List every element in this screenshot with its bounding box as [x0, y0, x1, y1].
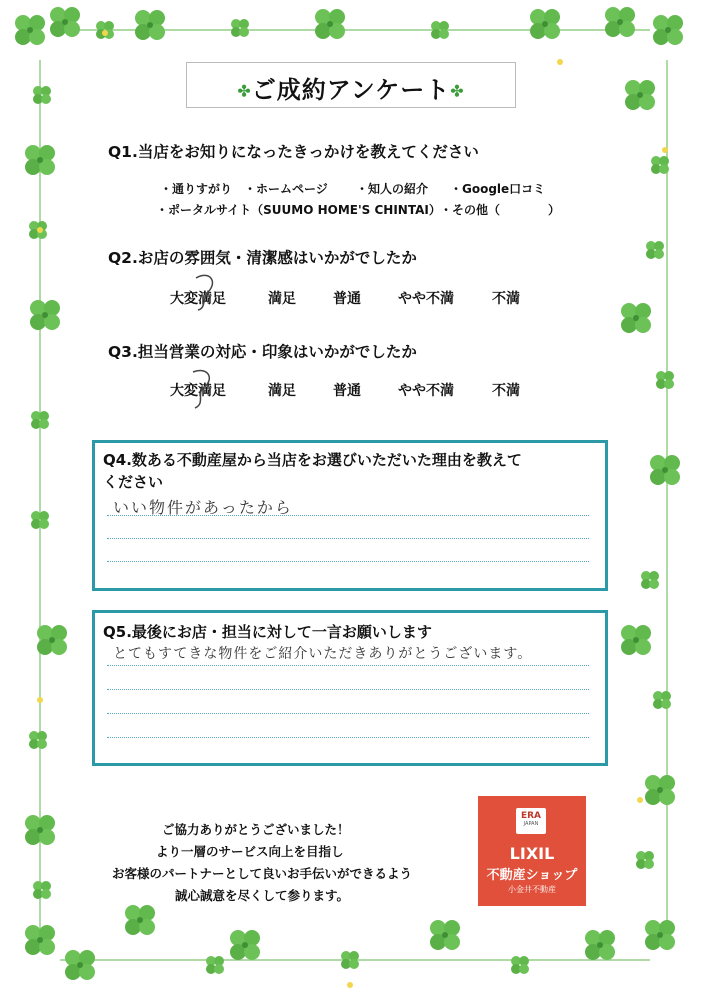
q4-question-line2: ください	[103, 473, 164, 491]
clover-left-icon: ✤	[237, 81, 252, 101]
answer-line	[107, 538, 589, 539]
answer-line	[107, 689, 589, 690]
japan-text: JAPAN	[523, 821, 539, 827]
q1-option: ・その他（ ）	[440, 203, 561, 217]
thanks-line: ご協力ありがとうございました！	[162, 822, 350, 837]
answer-line	[107, 737, 589, 738]
q3-rating: 大変満足	[170, 383, 226, 399]
q3-selection-mark	[185, 364, 221, 412]
q2-rating: 大変満足	[170, 291, 226, 307]
q3-rating: やや不満	[398, 383, 454, 399]
era-text: ERA	[520, 811, 542, 821]
title-label: ご成約アンケート	[251, 76, 451, 104]
q3-rating: 不満	[492, 383, 520, 399]
brand-name: LIXIL	[509, 844, 555, 863]
q3-rating: 普通	[333, 383, 361, 399]
thanks-line: 誠心誠意を尽くして参ります。	[175, 888, 350, 903]
q4-question-line1: Q4.数ある不動産屋から当店をお選びいただいた理由を教えて	[103, 451, 522, 469]
q2-selection-mark	[188, 270, 224, 314]
q2-rating: 不満	[492, 291, 520, 307]
q4-answer[interactable]: いい物件があったから	[113, 498, 293, 517]
q2-rating: 満足	[268, 291, 296, 307]
q1-option: ・知人の紹介	[356, 182, 429, 196]
shop-name: 不動産ショップ	[486, 868, 578, 883]
q3-rating: 満足	[268, 383, 296, 399]
company-logo	[478, 796, 586, 906]
q3-question: Q3.担当営業の対応・印象はいかがでしたか	[108, 343, 417, 361]
title-box	[186, 62, 516, 108]
branch-name: 小金井不動産	[508, 885, 556, 894]
q4-box	[92, 440, 608, 591]
era-badge	[516, 808, 546, 834]
q1-option: ・通りすがり	[160, 182, 233, 196]
q2-question: Q2.お店の雰囲気・清潔感はいかがでしたか	[108, 249, 417, 267]
page-title	[187, 70, 515, 105]
q2-rating: やや不満	[398, 291, 454, 307]
answer-line	[107, 713, 589, 714]
thanks-line: より一層のサービス向上を目指し	[156, 844, 344, 859]
answer-line	[107, 561, 589, 562]
thanks-line: お客様のパートナーとして良いお手伝いができるよう	[112, 866, 413, 881]
answer-line	[107, 665, 589, 666]
q1-question: Q1.当店をお知りになったきっかけを教えてください	[108, 143, 479, 161]
answer-line	[107, 515, 589, 516]
q1-option: ・Google口コミ	[450, 182, 546, 196]
q1-option: ・ホームページ	[244, 182, 328, 196]
q2-rating: 普通	[333, 291, 361, 307]
q5-answer[interactable]: とてもすてきな物件をご紹介いただきありがとうございます。	[113, 646, 533, 662]
q1-option: ・ポータルサイト（SUUMO HOME'S CHINTAI）	[156, 203, 441, 217]
clover-right-icon: ✤	[450, 81, 465, 101]
q5-question: Q5.最後にお店・担当に対して一言お願いします	[103, 623, 432, 641]
q5-box	[92, 610, 608, 766]
